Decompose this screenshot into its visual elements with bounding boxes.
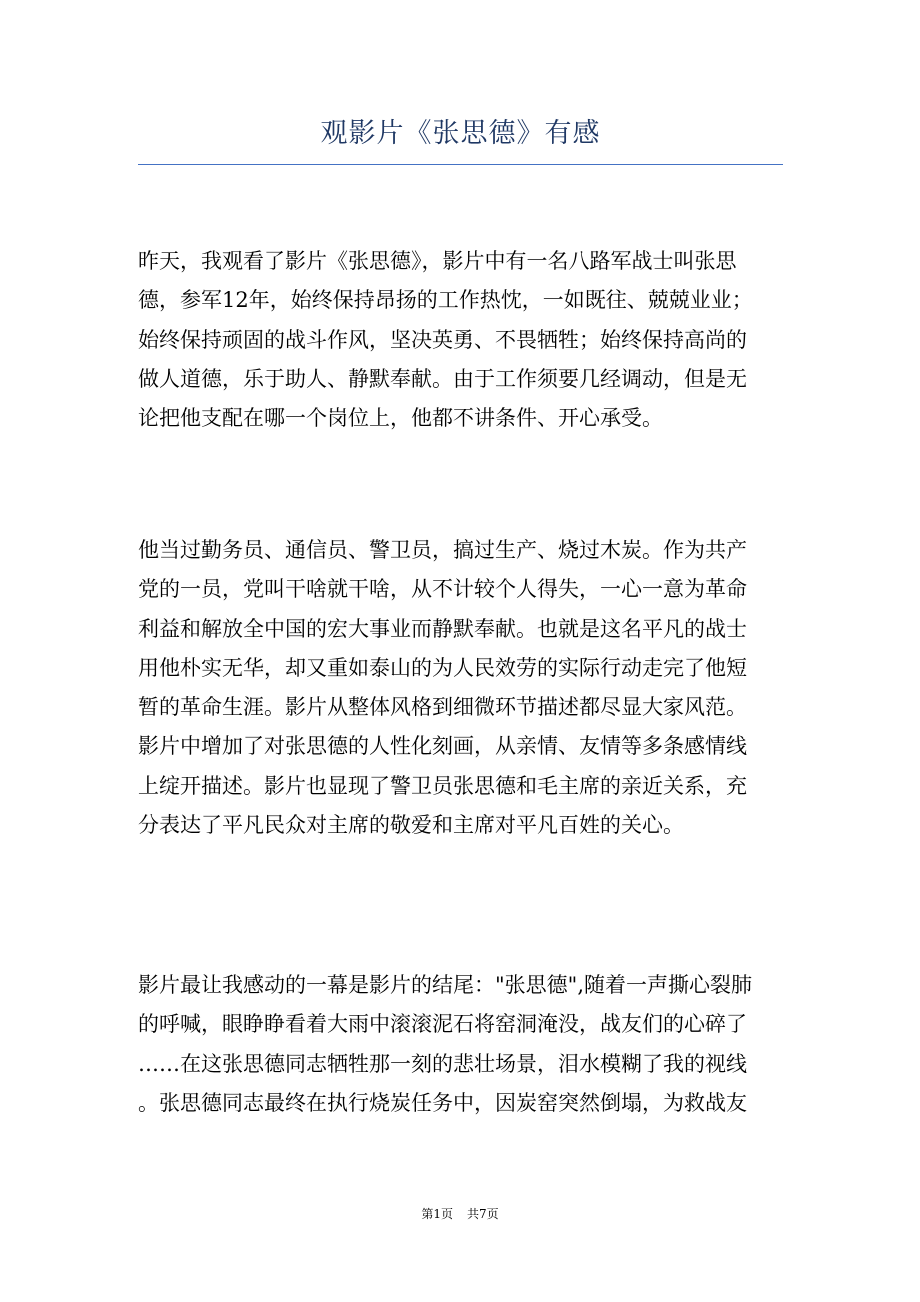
paragraph-line: 他当过勤务员、通信员、警卫员，搞过生产、烧过木炭。作为共产 [138, 538, 747, 562]
page-total: 共7页 [467, 1207, 499, 1221]
paragraph-line: 利益和解放全中国的宏大事业而静默奉献。也就是这名平凡的战士 [138, 616, 747, 641]
title-underline [138, 164, 783, 165]
paragraph-line: 论把他支配在哪一个岗位上，他都不讲条件、开心承受。 [138, 406, 663, 431]
paragraph-line: 影片最让我感动的一幕是影片的结尾："张思德",随着一声撕心裂肺 [138, 973, 752, 997]
paragraph-line: 。张思德同志最终在执行烧炭任务中，因炭窑突然倒塌，为救战友 [138, 1090, 747, 1115]
paragraph-line: 始终保持顽固的战斗作风，坚决英勇、不畏牺牲；始终保持高尚的 [138, 327, 747, 352]
paragraph-1 [138, 242, 783, 438]
paragraph-line: 分表达了平凡民众对主席的敬爱和主席对平凡百姓的关心。 [138, 813, 684, 838]
paragraph-line: 上绽开描述。影片也显现了警卫员张思德和毛主席的亲近关系，充 [138, 773, 747, 798]
page-footer [0, 1205, 920, 1223]
paragraph-2 [138, 531, 783, 845]
paragraph-line: 影片中增加了对张思德的人性化刻画，从亲情、友情等多条感情线 [138, 734, 747, 759]
paragraph-line: 用他朴实无华，却又重如泰山的为人民效劳的实际行动走完了他短 [138, 655, 747, 680]
paragraph-line: 的呼喊，眼睁睁看着大雨中滚滚泥石将窑洞淹没，战友们的心碎了 [138, 1012, 747, 1037]
paragraph-3 [138, 966, 783, 1123]
paragraph-line: 党的一员，党叫干啥就干啥，从不计较个人得失，一心一意为革命 [138, 577, 747, 602]
page-number: 第1页 [421, 1207, 453, 1221]
paragraph-line: ……在这张思德同志牺牲那一刻的悲壮场景，泪水模糊了我的视线 [138, 1051, 747, 1076]
document-title: 观影片《张思德》有感 [320, 118, 601, 149]
paragraph-line: 暂的革命生涯。影片从整体风格到细微环节描述都尽显大家风范。 [138, 695, 747, 720]
paragraph-line: 昨天，我观看了影片《张思德》，影片中有一名八路军战士叫张思 [138, 249, 737, 273]
paragraph-line: 德，参军12年，始终保持昂扬的工作热忱，一如既往、兢兢业业； [138, 288, 753, 313]
paragraph-line: 做人道德，乐于助人、静默奉献。由于工作须要几经调动，但是无 [138, 366, 747, 391]
